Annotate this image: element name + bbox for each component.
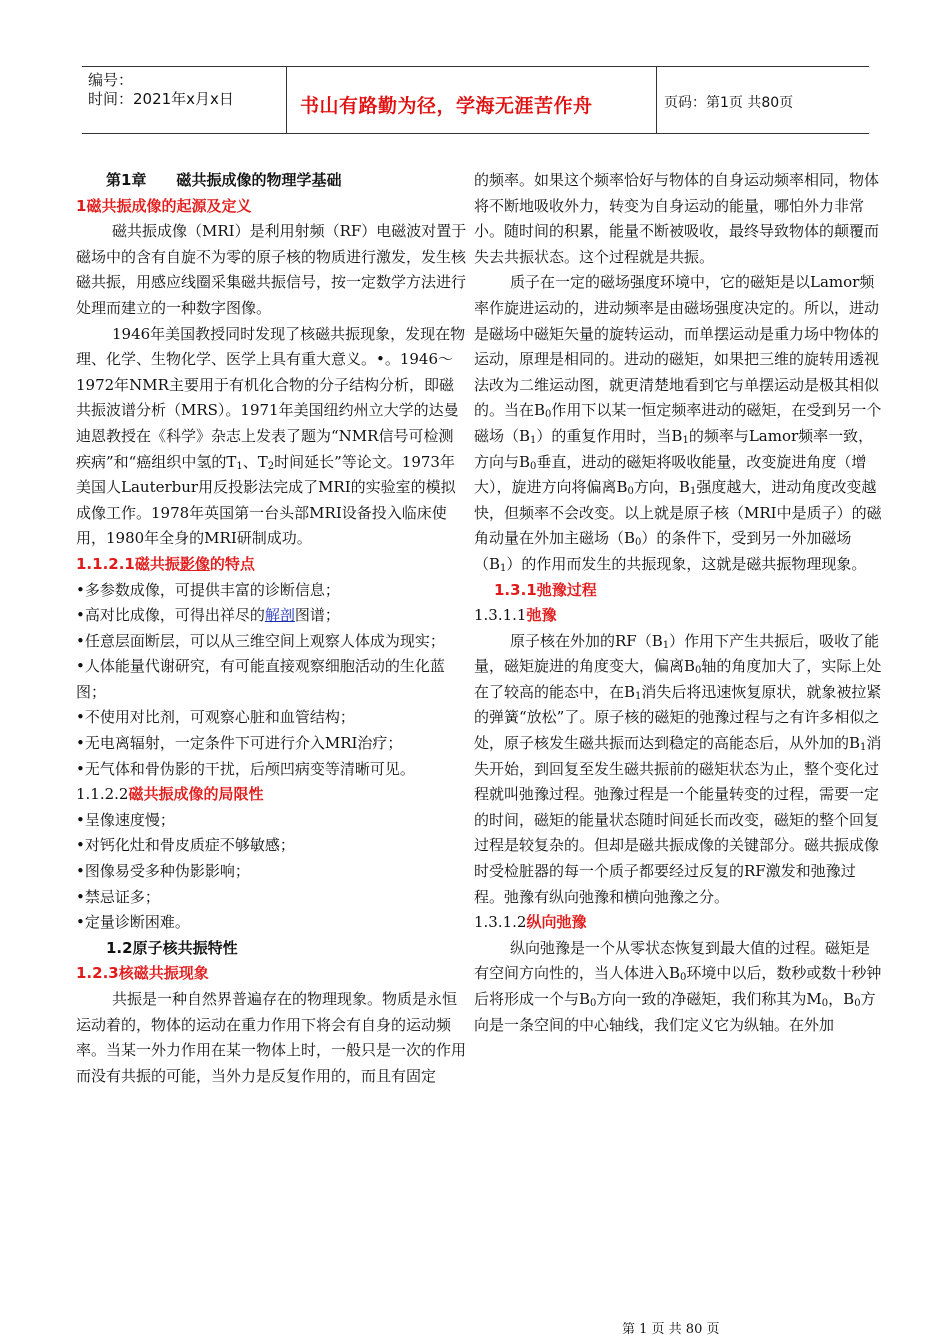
list-item: •不使用对比剂，可观察心脏和血管结构； — [76, 708, 355, 727]
header-page-code: 页码：第1页 共80页 — [664, 95, 794, 111]
date-label: 时间：2021年x月x日 — [88, 90, 234, 108]
serial-label: 编号： — [88, 71, 134, 89]
header-meta — [88, 71, 234, 109]
section-heading: 1.1.2.1磁共振影像的特点 — [76, 554, 255, 573]
list-item: •无气体和骨伪影的干扰，后颅凹病变等清晰可见。 — [76, 759, 415, 778]
section-heading: 1磁共振成像的起源及定义 — [76, 196, 252, 215]
paragraph: 质子在一定的磁场强度环境中，它的磁矩是以Lamor频率作旋进运动的，进动频率是由磁场强度决定的。所以，进动是磁场中磁矩矢量的旋转运动，而单摆运动是重力场中物体的运动，原理是相同的。进动的磁矩，如果把三维的旋转用透视法改为二维运动图，就更清楚地看到它与单摆运动是极其相似的。当在$B_0$作用下以某一恒定频率进动的磁矩，在受到另一个磁场$(B_1)$的重复作用时，当$B_1$的频率与Lamor频率一致，方向与$B_0$垂直，进动的磁矩将吸收能量，改变旋进角度（增大），旋进方向将偏离$B_0$方向，$B_1$强度越大，进动角度改变越快，但频率不会改变。以上就是原子核（MRI中是质子）的磁角动量在外加主磁场$(B_0)$的条件下，受到另一外加磁场$(B_1)$的作用而发生的共振现象，这就是磁共振物理现象。 — [474, 273, 882, 574]
paragraph: 纵向弛豫是一个从零状态恢复到最大值的过程。磁矩是有空间方向性的，当人体进入$B_0$环境中以后，数秒或数十秒钟后将形成一个与$B_0$方向一致的净磁矩，我们称其为$M_0$，$B_0$方向是一条空间的中心轴线，我们定义它为纵轴。在外加 — [474, 938, 882, 1034]
chapter-title: 第1章 磁共振成像的物理学基础 — [106, 171, 342, 189]
paragraph: 的频率。如果这个频率恰好与物体的自身运动频率相同，物体将不断地吸收外力，转变为自身运动的能量，哪怕外力非常小。随时间的积累，能量不断被吸收，最终导致物体的颠覆而失去共振状态。这个过程就是共振。 — [474, 171, 880, 266]
list-item: •任意层面断层，可以从三维空间上观察人体成为现实； — [76, 631, 445, 650]
section-heading: 1.3.1弛豫过程 — [494, 580, 597, 599]
section-heading: 1.2.3核磁共振现象 — [76, 964, 209, 983]
section-heading: 1.3.1.2纵向弛豫 — [474, 913, 587, 932]
list-item: •人体能量代谢研究，有可能直接观察细胞活动的生化蓝图； — [76, 657, 445, 701]
paragraph: 共振是一种自然界普遍存在的物理现象。物质是永恒运动着的，物体的运动在重力作用下将会有自身的运动频率。当某一外力作用在某一物体上时，一般只是一次的作用而没有共振的可能，当外力是反复作用的，而且有固定 — [76, 990, 467, 1085]
header-motto: 书山有路勤为径，学海无涯苦作舟 — [300, 95, 593, 117]
header-divider — [656, 67, 657, 133]
list-item: •多参数成像，可提供丰富的诊断信息； — [76, 580, 340, 599]
list-item: •无电离辐射，一定条件下可进行介入MRI治疗； — [76, 734, 403, 753]
list-item: •高对比成像，可得出祥尽的解剖图谱； — [76, 606, 340, 625]
paragraph: 磁共振成像（MRI）是利用射频（RF）电磁波对置于磁场中的含有自旋不为零的原子核的物质进行激发，发生核磁共振，用感应线圈采集磁共振信号，按一定数学方法进行处理而建立的一种数字图像。 — [76, 222, 467, 317]
paragraph: 原子核在外加的$RF(B_1)$作用下产生共振后，吸收了能量，磁矩旋进的角度变大，偏离$B_0$轴的角度加大了，实际上处在了较高的能态中，在$B_1$消失后将迅速恢复原状，就象被拉紧的弹簧“放松”了。原子核的磁矩的弛豫过程与之有许多相似之处，原子核发生磁共振而达到稳定的高能态后，从外加的$B_1$消失开始，到回复至发生磁共振前的磁矩状态为止，整个变化过程就叫弛豫过程。弛豫过程是一个能量转变的过程，需要一定的时间，磁矩的能量状态随时间延长而改变，磁矩的整个回复过程是较复杂的。但却是磁共振成像的关键部分。磁共振成像时受检脏器的每一个质子都要经过反复的RF激发和弛豫过程。弛豫有纵向弛豫和横向弛豫之分。 — [474, 631, 882, 906]
list-item: •图像易受多种伪影影响； — [76, 862, 250, 881]
page-footer: 第 1 页 共 80 页 — [622, 1322, 720, 1337]
list-item: •呈像速度慢； — [76, 810, 175, 829]
section-heading: 1.2原子核共振特性 — [106, 938, 238, 957]
paragraph: 1946年美国教授同时发现了核磁共振现象，发现在物理、化学、生物化学、医学上具有重大意义。•。1946～1972年NMR主要用于有机化合物的分子结构分析，即磁共振波谱分析（MRS）。1971年美国纽约州立大学的达曼迪恩教授在《科学》杂志上发表了题为“NMR信号可检测疾病”和“癌组织中氢的$T_1$、$T_2$时间延长”等论文。1973年美国人Lauterbur用反投影法完成了MRI的实验室的模拟成像工作。1978年英国第一台头部MRI设备投入临床使用，1980年全身的MRI研制成功。 — [76, 324, 466, 548]
section-heading: 1.1.2.2磁共振成像的局限性 — [76, 785, 264, 804]
list-item: •定量诊断困难。 — [76, 913, 190, 932]
anatomy-link[interactable]: 解剖 — [264, 606, 295, 625]
list-item: •禁忌证多； — [76, 887, 160, 906]
left-column — [76, 168, 468, 1089]
list-item: •对钙化灶和骨皮质症不够敏感； — [76, 836, 295, 855]
page-header — [82, 66, 869, 134]
header-divider — [286, 67, 287, 133]
right-column — [474, 168, 882, 1038]
section-heading: 1.3.1.1弛豫 — [474, 606, 557, 625]
